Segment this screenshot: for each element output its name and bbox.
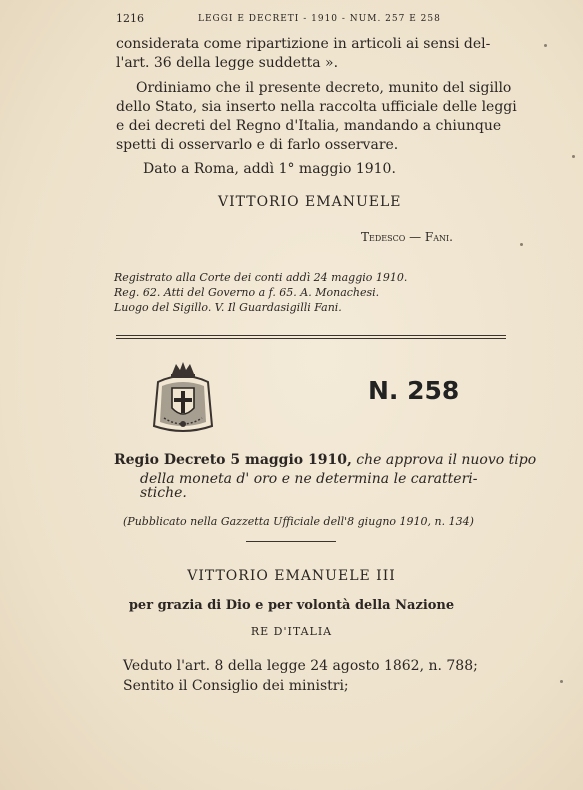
running-title: LEGGI E DECRETI - 1910 - NUM. 257 E 258 (198, 14, 441, 24)
short-divider (246, 541, 336, 542)
registration-line: Reg. 62. Atti del Governo a f. 65. A. Monachesi. (114, 286, 380, 299)
paper-speck (560, 680, 563, 683)
decree-title-line: stiche. (140, 485, 187, 501)
text-line: l'art. 36 della legge suddetta ». (116, 55, 339, 71)
page-number: 1216 (116, 12, 144, 25)
registration-line: Luogo del Sigillo. V. Il Guardasigilli Fani. (114, 301, 342, 314)
text-line: considerata come ripartizione in articoli ai sensi del- (116, 36, 491, 52)
countersign: Tedesco — Fani. (361, 230, 453, 244)
paper-speck (544, 44, 547, 47)
royal-coat-of-arms-icon (150, 360, 216, 436)
king-name: VITTORIO EMANUELE III (187, 568, 396, 584)
preamble-line: Veduto l'art. 8 della legge 24 agosto 1862, n. 788; (123, 658, 478, 674)
registration-line: Registrato alla Corte dei conti addì 24 maggio 1910. (114, 271, 408, 284)
text-line: Ordiniamo che il presente decreto, munito del sigillo (136, 80, 512, 96)
text-line: e dei decreti del Regno d'Italia, mandando a chiunque (116, 118, 502, 134)
section-divider (116, 335, 506, 339)
decree-number: N. 258 (368, 376, 460, 405)
grace-formula: per grazia di Dio e per volontà della Nazione (128, 598, 455, 613)
decree-title-line: della moneta d' oro e ne determina le caratteri- (140, 471, 478, 487)
paper-speck (520, 243, 523, 246)
text-line: dello Stato, sia inserto nella raccolta ufficiale delle leggi (116, 99, 517, 115)
decree-title-line: Regio Decreto 5 maggio 1910, che approva il nuovo tipo (114, 452, 537, 468)
preamble-line: Sentito il Consiglio dei ministri; (123, 678, 349, 694)
publication-note: (Pubblicato nella Gazzetta Ufficiale dell'8 giugno 1910, n. 134) (123, 515, 474, 528)
signature: VITTORIO EMANUELE (218, 194, 402, 210)
paper-speck (572, 155, 575, 158)
text-line: spetti di osservarlo e di farlo osservare. (116, 137, 399, 153)
dated-line: Dato a Roma, addì 1° maggio 1910. (143, 161, 396, 177)
re-ditalia: RE D'ITALIA (250, 625, 333, 638)
